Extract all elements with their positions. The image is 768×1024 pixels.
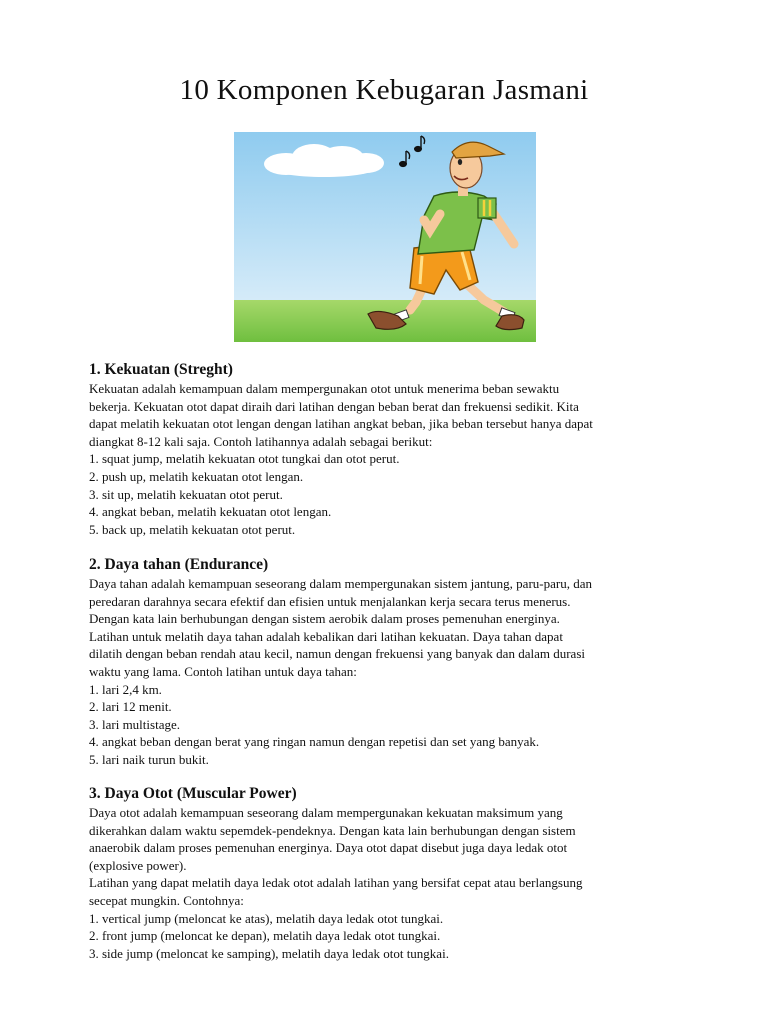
text-line: anaerobik dalam proses pemenuhan energinya. Daya otot dapat disebut juga daya ledak otot: [89, 840, 568, 856]
text-line: Latihan yang dapat melatih daya ledak otot adalah latihan yang bersifat cepat atau berlangsung: [89, 875, 583, 891]
text-line: Kekuatan adalah kemampuan dalam mempergunakan otot untuk menerima beban sewaktu: [89, 381, 560, 396]
text-line: peredaran darahnya secara efektif dan efisien untuk menjalankan kerja secara terus menerus.: [89, 593, 571, 609]
section-kekuatan: [89, 361, 689, 538]
text-line: dapat melatih kekuatan otot lengan dengan latihan angkat beban, jika beban tersebut hanya dapat: [89, 416, 593, 432]
section-body: [89, 380, 689, 538]
section-daya-tahan: [89, 556, 689, 769]
section-heading: 2. Daya tahan (Endurance): [89, 556, 269, 573]
text-line: waktu yang lama. Contoh latihan untuk daya tahan:: [89, 663, 357, 679]
list-item: 2. front jump (meloncat ke depan), melatih daya ledak otot tungkai.: [89, 928, 441, 944]
text-line: Dengan kata lain berhubungan dengan sistem aerobik dalam proses pemenuhan energinya.: [89, 611, 560, 627]
text-line: bekerja. Kekuatan otot dapat diraih dari latihan dengan beban berat dan frekuensi sedikit. Kita: [89, 398, 579, 414]
page-title: 10 Komponen Kebugaran Jasmani: [179, 74, 589, 106]
section-heading: 1. Kekuatan (Streght): [89, 361, 233, 378]
list-item: 5. lari naik turun bukit.: [89, 751, 209, 767]
text-line: diangkat 8-12 kali saja. Contoh latihannya adalah sebagai berikut:: [89, 433, 433, 449]
text-line: (explosive power).: [89, 857, 187, 873]
section-body: [89, 575, 689, 769]
list-item: 2. lari 12 menit.: [89, 699, 172, 715]
list-item: 5. back up, melatih kekuatan otot perut.: [89, 521, 296, 537]
list-item: 1. vertical jump (meloncat ke atas), melatih daya ledak otot tungkai.: [89, 910, 444, 926]
text-line: dikerahkan dalam waktu sepemdek-pendeknya. Dengan kata lain berhubungan dengan sistem: [89, 822, 576, 838]
list-item: 4. angkat beban dengan berat yang ringan namun dengan repetisi dan set yang banyak.: [89, 734, 540, 750]
text-line: Daya tahan adalah kemampuan seseorang dalam mempergunakan sistem jantung, paru-paru, dan: [89, 576, 592, 591]
section-daya-otot: [89, 785, 689, 962]
section-heading: 3. Daya Otot (Muscular Power): [89, 785, 297, 802]
list-item: 3. side jump (meloncat ke samping), melatih daya ledak otot tungkai.: [89, 945, 449, 961]
list-item: 1. squat jump, melatih kekuatan otot tungkai dan otot perut.: [89, 451, 400, 467]
list-item: 3. lari multistage.: [89, 716, 180, 732]
list-item: 2. push up, melatih kekuatan otot lengan.: [89, 468, 304, 484]
list-item: 4. angkat beban, melatih kekuatan otot lengan.: [89, 504, 332, 520]
section-body: [89, 804, 689, 962]
list-item: 3. sit up, melatih kekuatan otot perut.: [89, 486, 283, 502]
text-line: Latihan untuk melatih daya tahan adalah kebalikan dari latihan kekuatan. Daya tahan dapat: [89, 628, 563, 644]
text-line: dilatih dengan beban rendah atau kecil, namun dengan frekuensi yang banyak dan dalam durasi: [89, 646, 585, 662]
list-item: 1. lari 2,4 km.: [89, 681, 162, 697]
text-line: secepat mungkin. Contohnya:: [89, 892, 244, 908]
walking-man-icon: [234, 132, 536, 342]
walking-man-illustration: [234, 132, 536, 342]
text-line: Daya otot adalah kemampuan seseorang dalam mempergunakan kekuatan maksimum yang: [89, 805, 563, 820]
